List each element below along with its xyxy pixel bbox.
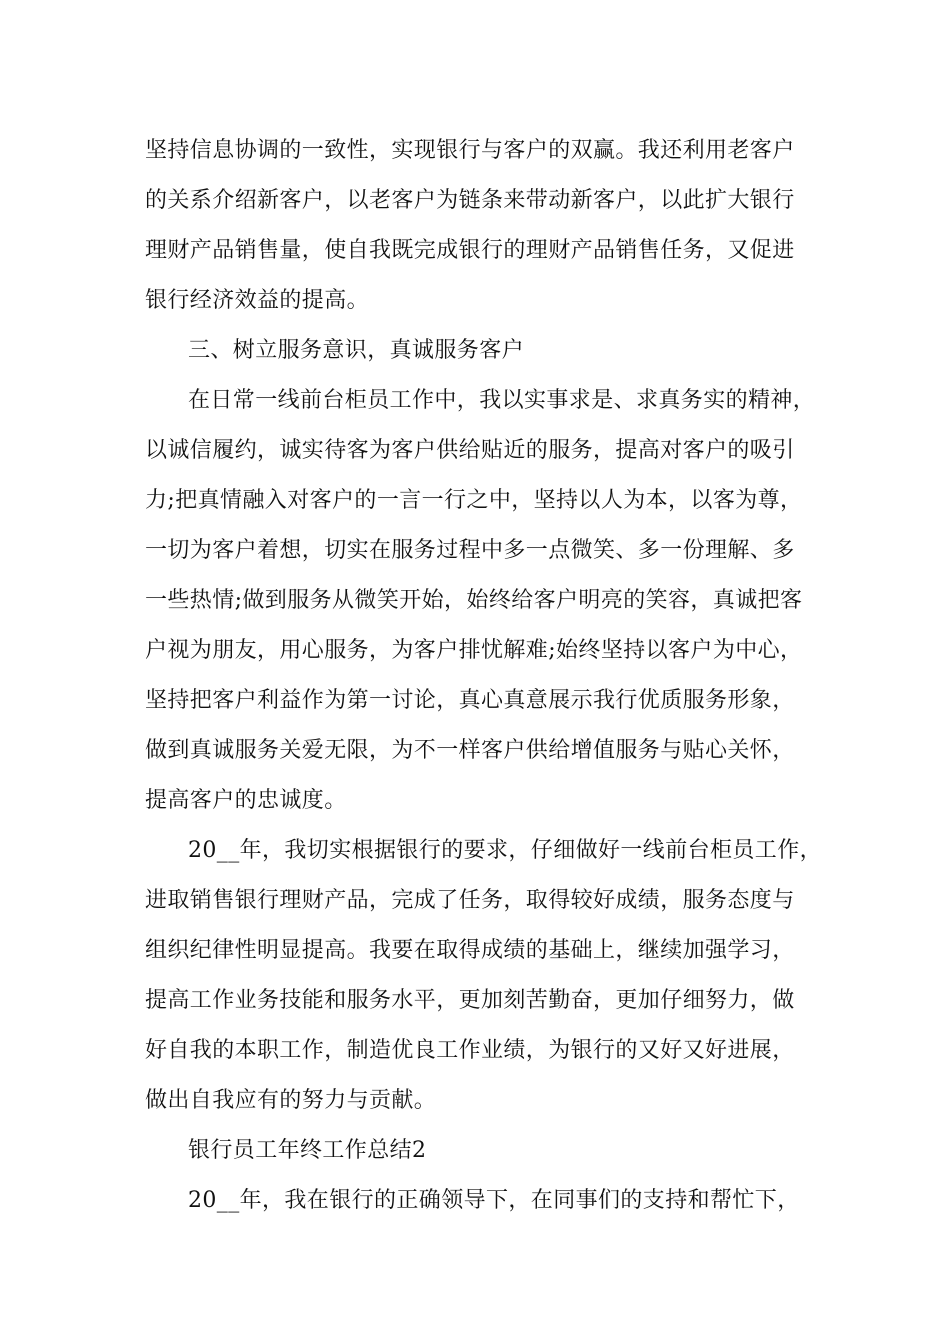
text-line: 的关系介绍新客户，以老客户为链条来带动新客户，以此扩大银行 [145,188,795,213]
text-line: 好自我的本职工作，制造优良工作业绩，为银行的又好又好进展， [145,1038,795,1063]
text-line: 银行经济效益的提高。 [145,288,370,313]
section-heading: 三、树立服务意识，真诚服务客户 [188,338,525,363]
text-line: 做到真诚服务关爱无限，为不一样客户供给增值服务与贴心关怀， [145,738,795,763]
text-line: 进取销售银行理财产品，完成了任务，取得较好成绩，服务态度与 [145,888,795,913]
text-line: 户视为朋友，用心服务，为客户排忧解难;始终坚持以客户为中心， [145,638,803,663]
text-line: 在日常一线前台柜员工作中，我以实事求是、求真务实的精神， [188,388,816,413]
text-line: 一切为客户着想，切实在服务过程中多一点微笑、多一份理解、多 [145,538,795,563]
text-line: 一些热情;做到服务从微笑开始，始终给客户明亮的笑容，真诚把客 [145,588,803,613]
text-line: 提高工作业务技能和服务水平，更加刻苦勤奋，更加仔细努力，做 [145,988,795,1013]
text-line: 20__年，我在银行的正确领导下，在同事们的支持和帮忙下， [188,1188,800,1213]
text-line: 20__年，我切实根据银行的要求，仔细做好一线前台柜员工作， [188,838,822,863]
text-line: 理财产品销售量，使自我既完成银行的理财产品销售任务，又促进 [145,238,795,263]
text-line: 力;把真情融入对客户的一言一行之中，坚持以人为本，以客为尊， [145,488,803,513]
section-title: 银行员工年终工作总结2 [188,1138,427,1163]
text-line: 组织纪律性明显提高。我要在取得成绩的基础上，继续加强学习， [145,938,795,963]
text-line: 坚持信息协调的一致性，实现银行与客户的双赢。我还利用老客户 [145,138,795,163]
text-line: 以诚信履约，诚实待客为客户供给贴近的服务，提高对客户的吸引 [145,438,795,463]
text-line: 坚持把客户利益作为第一讨论，真心真意展示我行优质服务形象， [145,688,795,713]
text-line: 做出自我应有的努力与贡献。 [145,1088,437,1113]
text-line: 提高客户的忠诚度。 [145,788,347,813]
